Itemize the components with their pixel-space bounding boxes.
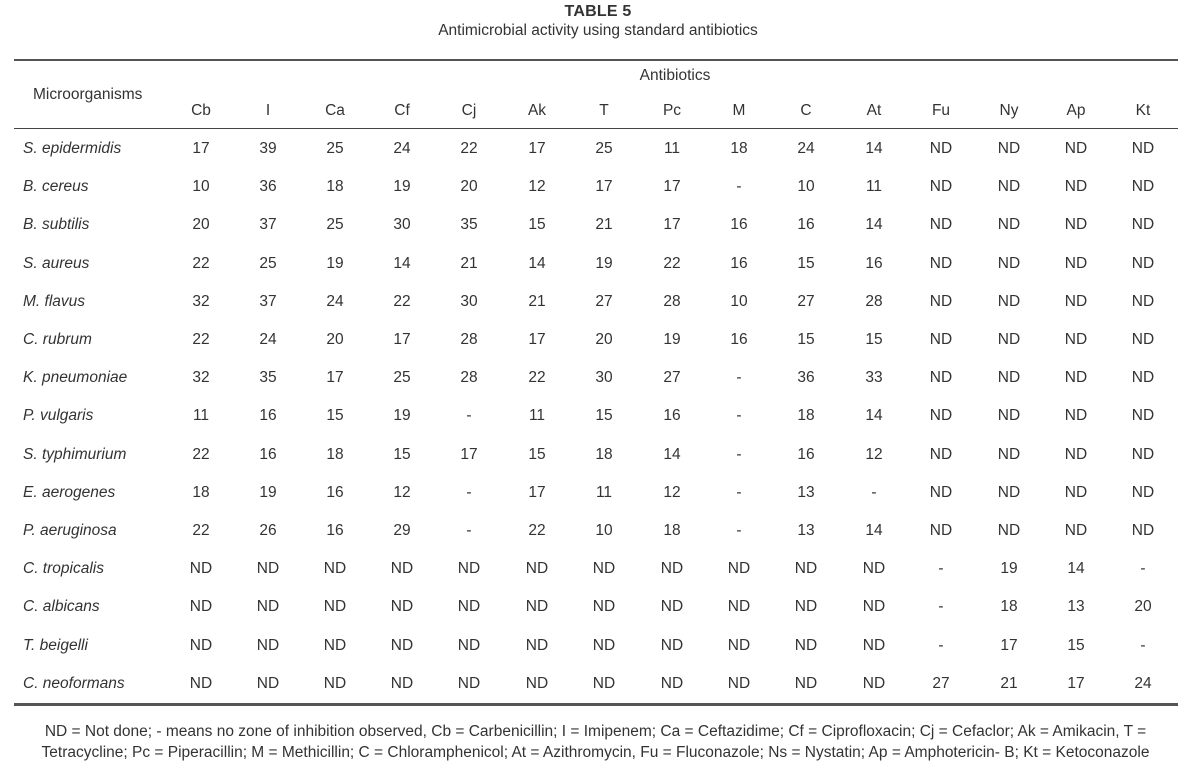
table-cell: 25 — [259, 254, 277, 272]
table-cell: ND — [862, 560, 886, 578]
table-cell: ND — [1064, 140, 1088, 157]
organism-name: S. typhimurium — [23, 445, 127, 463]
table-row — [0, 522, 1191, 542]
organism-name: S. epidermidis — [23, 140, 122, 157]
table-cell: 16 — [730, 331, 748, 348]
table-cell: ND — [1131, 292, 1155, 310]
table-cell: 15 — [595, 407, 613, 425]
organism-name: K. pneumoniae — [23, 369, 128, 387]
table-cell: 35 — [460, 216, 478, 234]
table-header-rule — [14, 128, 1178, 129]
table-cell: 19 — [663, 331, 681, 348]
table-cell: ND — [727, 560, 751, 578]
table-cell: 18 — [1000, 598, 1018, 616]
table-cell: 14 — [663, 445, 681, 463]
table-cell: - — [736, 522, 742, 539]
organism-name: S. aureus — [23, 254, 90, 272]
table-cell: ND — [592, 636, 616, 654]
table-cell: - — [938, 636, 944, 654]
table-cell: ND — [1064, 178, 1088, 196]
column-header: I — [265, 102, 271, 119]
table-cell: ND — [929, 483, 953, 501]
table-cell: 17 — [528, 331, 546, 348]
table-cell: 18 — [797, 407, 815, 425]
table-cell: ND — [1064, 216, 1088, 234]
table-row — [0, 407, 1191, 427]
organism-name: C. rubrum — [23, 331, 92, 348]
table-cell: 22 — [192, 254, 210, 272]
table-row — [0, 331, 1191, 351]
table-cell: 17 — [1067, 674, 1085, 692]
column-header: T — [599, 102, 609, 119]
table-cell: ND — [997, 445, 1021, 463]
table-cell: 25 — [595, 140, 613, 157]
table-cell: 16 — [730, 216, 748, 234]
table-cell: - — [736, 369, 742, 387]
table-cell: 18 — [595, 445, 613, 463]
table-cell: ND — [189, 636, 213, 654]
table-cell: ND — [592, 674, 616, 692]
table-cell: ND — [929, 445, 953, 463]
table-cell: 15 — [393, 445, 411, 463]
table-cell: ND — [1064, 331, 1088, 348]
table-cell: 14 — [865, 407, 883, 425]
table-cell: 14 — [1067, 560, 1085, 578]
table-cell: 28 — [460, 331, 478, 348]
table-cell: 15 — [797, 331, 815, 348]
table-cell: ND — [525, 674, 549, 692]
table-cell: 26 — [259, 522, 277, 539]
table-cell: - — [466, 522, 472, 539]
table-cell: ND — [794, 636, 818, 654]
table-title: TABLE 5 — [564, 3, 632, 20]
table-cell: ND — [525, 560, 549, 578]
table-cell: 28 — [663, 292, 681, 310]
table-cell: ND — [997, 216, 1021, 234]
table-cell: 39 — [259, 140, 277, 157]
table-cell: 21 — [1000, 674, 1018, 692]
table-cell: ND — [794, 674, 818, 692]
table-cell: 10 — [797, 178, 815, 196]
table-cell: 17 — [1000, 636, 1018, 654]
table-cell: 22 — [528, 369, 546, 387]
table-cell: 25 — [326, 216, 344, 234]
table-cell: 27 — [932, 674, 950, 692]
table-cell: 17 — [460, 445, 478, 463]
table-cell: ND — [1064, 522, 1088, 539]
organism-name: P. vulgaris — [23, 407, 94, 425]
table-cell: ND — [727, 636, 751, 654]
table-cell: 15 — [797, 254, 815, 272]
table-cell: ND — [189, 674, 213, 692]
column-header: Cb — [191, 102, 211, 119]
table-cell: 17 — [528, 140, 546, 157]
organism-name: P. aeruginosa — [23, 522, 117, 539]
table-cell: ND — [256, 598, 280, 616]
table-cell: 32 — [192, 369, 210, 387]
table-cell: ND — [1131, 331, 1155, 348]
table-row — [0, 675, 1191, 695]
table-cell: ND — [997, 254, 1021, 272]
table-cell: 29 — [393, 522, 411, 539]
table-row — [0, 255, 1191, 275]
table-cell: 19 — [595, 254, 613, 272]
table-cell: 20 — [326, 331, 344, 348]
table-cell: ND — [929, 254, 953, 272]
table-cell: 16 — [797, 445, 815, 463]
table-cell: ND — [727, 674, 751, 692]
table-cell: 22 — [528, 522, 546, 539]
table-cell: 11 — [192, 407, 210, 425]
table-cell: ND — [997, 140, 1021, 157]
table-cell: ND — [1131, 445, 1155, 463]
table-cell: 32 — [192, 292, 210, 310]
table-cell: 37 — [259, 216, 277, 234]
table-cell: ND — [1064, 369, 1088, 387]
table-cell: 10 — [595, 522, 613, 539]
table-cell: - — [938, 560, 944, 578]
table-cell: - — [466, 483, 472, 501]
table-cell: 18 — [326, 445, 344, 463]
table-cell: - — [1140, 636, 1146, 654]
footnote-line-2: Tetracycline; Pc = Piperacillin; M = Methicillin; C = Chloramphenicol; At = Azithromycin, Fu = Fluconazole; Ns = Nystatin; Ap = Amphotericin- B; Kt = Ketoconazole — [41, 744, 1150, 761]
table-cell: 25 — [393, 369, 411, 387]
table-cell: 13 — [797, 522, 815, 539]
column-header: Fu — [931, 102, 951, 119]
column-header: M — [732, 102, 746, 119]
table-cell: 37 — [259, 292, 277, 310]
table-cell: ND — [457, 560, 481, 578]
table-cell: ND — [1131, 483, 1155, 501]
table-cell: - — [1140, 560, 1146, 578]
table-cell: 12 — [393, 483, 411, 501]
column-header: Cf — [394, 102, 410, 119]
table-cell: 14 — [528, 254, 546, 272]
table-cell: ND — [390, 674, 414, 692]
table-cell: ND — [997, 331, 1021, 348]
table-cell: 16 — [663, 407, 681, 425]
table-cell: 11 — [865, 178, 883, 196]
table-cell: 22 — [663, 254, 681, 272]
table-cell: - — [736, 178, 742, 196]
table-cell: - — [938, 598, 944, 616]
table-cell: ND — [1064, 407, 1088, 425]
table-cell: 15 — [528, 445, 546, 463]
table-cell: 27 — [595, 292, 613, 310]
table-cell: ND — [525, 598, 549, 616]
table-cell: 13 — [1067, 598, 1085, 616]
table-cell: ND — [862, 636, 886, 654]
column-header: Ca — [325, 102, 345, 119]
table-cell: 17 — [663, 178, 681, 196]
organism-name: B. cereus — [23, 178, 89, 196]
organism-name: M. flavus — [23, 292, 86, 310]
microorganisms-header: Microorganisms — [33, 86, 143, 103]
organism-name: C. albicans — [23, 598, 100, 616]
column-header: C — [800, 102, 812, 119]
table-cell: 22 — [192, 445, 210, 463]
table-cell: 16 — [797, 216, 815, 234]
antibiotics-group-header: Antibiotics — [639, 67, 711, 84]
table-cell: 36 — [259, 178, 277, 196]
table-cell: 30 — [393, 216, 411, 234]
table-cell: 16 — [259, 445, 277, 463]
column-header: Ak — [527, 102, 547, 119]
table-cell: 20 — [460, 178, 478, 196]
table-cell: 11 — [663, 140, 681, 157]
table-cell: 14 — [865, 140, 883, 157]
table-cell: ND — [929, 140, 953, 157]
table-cell: ND — [929, 216, 953, 234]
table-cell: ND — [390, 636, 414, 654]
table-cell: 22 — [192, 331, 210, 348]
column-header: Pc — [662, 102, 682, 119]
table-cell: ND — [660, 560, 684, 578]
table-cell: ND — [929, 331, 953, 348]
table-cell: 16 — [326, 522, 344, 539]
table-cell: ND — [525, 636, 549, 654]
table-cell: ND — [1064, 483, 1088, 501]
table-cell: ND — [592, 598, 616, 616]
table-cell: 15 — [1067, 636, 1085, 654]
table-cell: ND — [862, 674, 886, 692]
table-cell: ND — [929, 292, 953, 310]
table-cell: 17 — [192, 140, 210, 157]
table-cell: 11 — [528, 407, 546, 425]
table-cell: ND — [727, 598, 751, 616]
table-cell: 18 — [192, 483, 210, 501]
table-cell: 17 — [393, 331, 411, 348]
table-cell: 28 — [865, 292, 883, 310]
table-cell: 24 — [259, 331, 277, 348]
table-cell: - — [736, 483, 742, 501]
table-footnote — [0, 721, 1191, 763]
table-cell: - — [466, 407, 472, 425]
table-cell: ND — [1131, 254, 1155, 272]
table-cell: ND — [997, 178, 1021, 196]
table-cell: 21 — [460, 254, 478, 272]
table-cell: ND — [929, 522, 953, 539]
table-cell: ND — [457, 636, 481, 654]
table-cell: ND — [323, 598, 347, 616]
table-cell: 12 — [528, 178, 546, 196]
table-cell: 22 — [192, 522, 210, 539]
table-cell: 10 — [192, 178, 210, 196]
organism-name: C. neoformans — [23, 674, 125, 692]
table-cell: ND — [929, 407, 953, 425]
table-cell: ND — [323, 674, 347, 692]
table-cell: 22 — [460, 140, 478, 157]
table-cell: 22 — [393, 292, 411, 310]
table-cell: 14 — [865, 522, 883, 539]
table-cell: ND — [997, 292, 1021, 310]
table-cell: ND — [660, 674, 684, 692]
table-cell: 16 — [730, 254, 748, 272]
table-cell: 16 — [259, 407, 277, 425]
table-top-rule — [14, 59, 1178, 61]
table-cell: 17 — [663, 216, 681, 234]
table-cell: 28 — [460, 369, 478, 387]
table-cell: ND — [1131, 407, 1155, 425]
table-cell: - — [736, 407, 742, 425]
table-cell: 19 — [393, 407, 411, 425]
table-cell: 19 — [259, 483, 277, 501]
table-cell: ND — [390, 598, 414, 616]
column-header: Kt — [1135, 102, 1151, 119]
table-cell: 20 — [595, 331, 613, 348]
table-cell: - — [736, 445, 742, 463]
table-row — [0, 140, 1191, 160]
table-row — [0, 216, 1191, 236]
table-cell: 17 — [528, 483, 546, 501]
table-cell: 17 — [595, 178, 613, 196]
table-cell: 15 — [326, 407, 344, 425]
table-cell: ND — [660, 598, 684, 616]
table-cell: 12 — [663, 483, 681, 501]
table-row — [0, 293, 1191, 313]
table-cell: 24 — [797, 140, 815, 157]
table-cell: ND — [862, 598, 886, 616]
table-cell: ND — [1131, 522, 1155, 539]
table-cell: 21 — [528, 292, 546, 310]
table-cell: 21 — [595, 216, 613, 234]
column-header: Cj — [461, 102, 477, 119]
table-cell: 27 — [797, 292, 815, 310]
table-cell: ND — [1064, 445, 1088, 463]
table-cell: 24 — [1134, 674, 1152, 692]
table-cell: 36 — [797, 369, 815, 387]
table-cell: 11 — [595, 483, 613, 501]
table-cell: 20 — [1134, 598, 1152, 616]
table-cell: ND — [1131, 178, 1155, 196]
table-cell: ND — [189, 598, 213, 616]
table-cell: ND — [189, 560, 213, 578]
table-cell: - — [871, 483, 877, 501]
organism-name: T. beigelli — [23, 636, 88, 654]
column-header: At — [866, 102, 882, 119]
table-cell: 18 — [326, 178, 344, 196]
table-cell: 35 — [259, 369, 277, 387]
table-cell: ND — [660, 636, 684, 654]
table-cell: ND — [1131, 216, 1155, 234]
table-row — [0, 446, 1191, 466]
table-cell: 24 — [326, 292, 344, 310]
table-cell: 10 — [730, 292, 748, 310]
table-cell: ND — [390, 560, 414, 578]
table-cell: 18 — [663, 522, 681, 539]
table-cell: 15 — [865, 331, 883, 348]
table-cell: ND — [592, 560, 616, 578]
table-cell: 14 — [393, 254, 411, 272]
table-row — [0, 637, 1191, 657]
table-cell: ND — [323, 636, 347, 654]
table-cell: ND — [1064, 292, 1088, 310]
table-row — [0, 369, 1191, 389]
table-cell: 30 — [595, 369, 613, 387]
table-cell: 17 — [326, 369, 344, 387]
table-cell: ND — [997, 407, 1021, 425]
table-cell: 19 — [326, 254, 344, 272]
table-cell: ND — [929, 178, 953, 196]
table-cell: ND — [1131, 140, 1155, 157]
table-cell: ND — [997, 483, 1021, 501]
table-cell: ND — [457, 674, 481, 692]
table-cell: 19 — [393, 178, 411, 196]
table-row — [0, 484, 1191, 504]
table-cell: 19 — [1000, 560, 1018, 578]
table-cell: ND — [256, 674, 280, 692]
table-cell: ND — [794, 598, 818, 616]
table-cell: 27 — [663, 369, 681, 387]
table-row — [0, 560, 1191, 580]
table-cell: ND — [929, 369, 953, 387]
table-cell: ND — [256, 636, 280, 654]
table-cell: 24 — [393, 140, 411, 157]
table-cell: 16 — [326, 483, 344, 501]
table-cell: 12 — [865, 445, 883, 463]
table-cell: ND — [256, 560, 280, 578]
table-cell: ND — [997, 522, 1021, 539]
table-cell: ND — [1064, 254, 1088, 272]
table-row — [0, 598, 1191, 618]
table-cell: ND — [1131, 369, 1155, 387]
table-bottom-rule — [14, 703, 1178, 706]
table-cell: 20 — [192, 216, 210, 234]
table-row — [0, 178, 1191, 198]
column-header: Ap — [1066, 102, 1086, 119]
table-cell: 14 — [865, 216, 883, 234]
table-cell: ND — [323, 560, 347, 578]
organism-name: C. tropicalis — [23, 560, 104, 578]
table-cell: 16 — [865, 254, 883, 272]
table-cell: 33 — [865, 369, 883, 387]
table-cell: ND — [794, 560, 818, 578]
table-cell: ND — [997, 369, 1021, 387]
column-header: Ny — [999, 102, 1019, 119]
footnote-line-1: ND = Not done; - means no zone of inhibition observed, Cb = Carbenicillin; I = Imipenem; Ca = Ceftazidime; Cf = Ciprofloxacin; Cj = Cefaclor; Ak = Amikacin, T = — [44, 723, 1147, 740]
table-cell: ND — [457, 598, 481, 616]
table-cell: 18 — [730, 140, 748, 157]
table-cell: 30 — [460, 292, 478, 310]
table-cell: 13 — [797, 483, 815, 501]
organism-name: E. aerogenes — [23, 483, 116, 501]
table-cell: 25 — [326, 140, 344, 157]
organism-name: B. subtilis — [23, 216, 90, 234]
table-subtitle: Antimicrobial activity using standard antibiotics — [438, 22, 758, 39]
table-cell: 15 — [528, 216, 546, 234]
